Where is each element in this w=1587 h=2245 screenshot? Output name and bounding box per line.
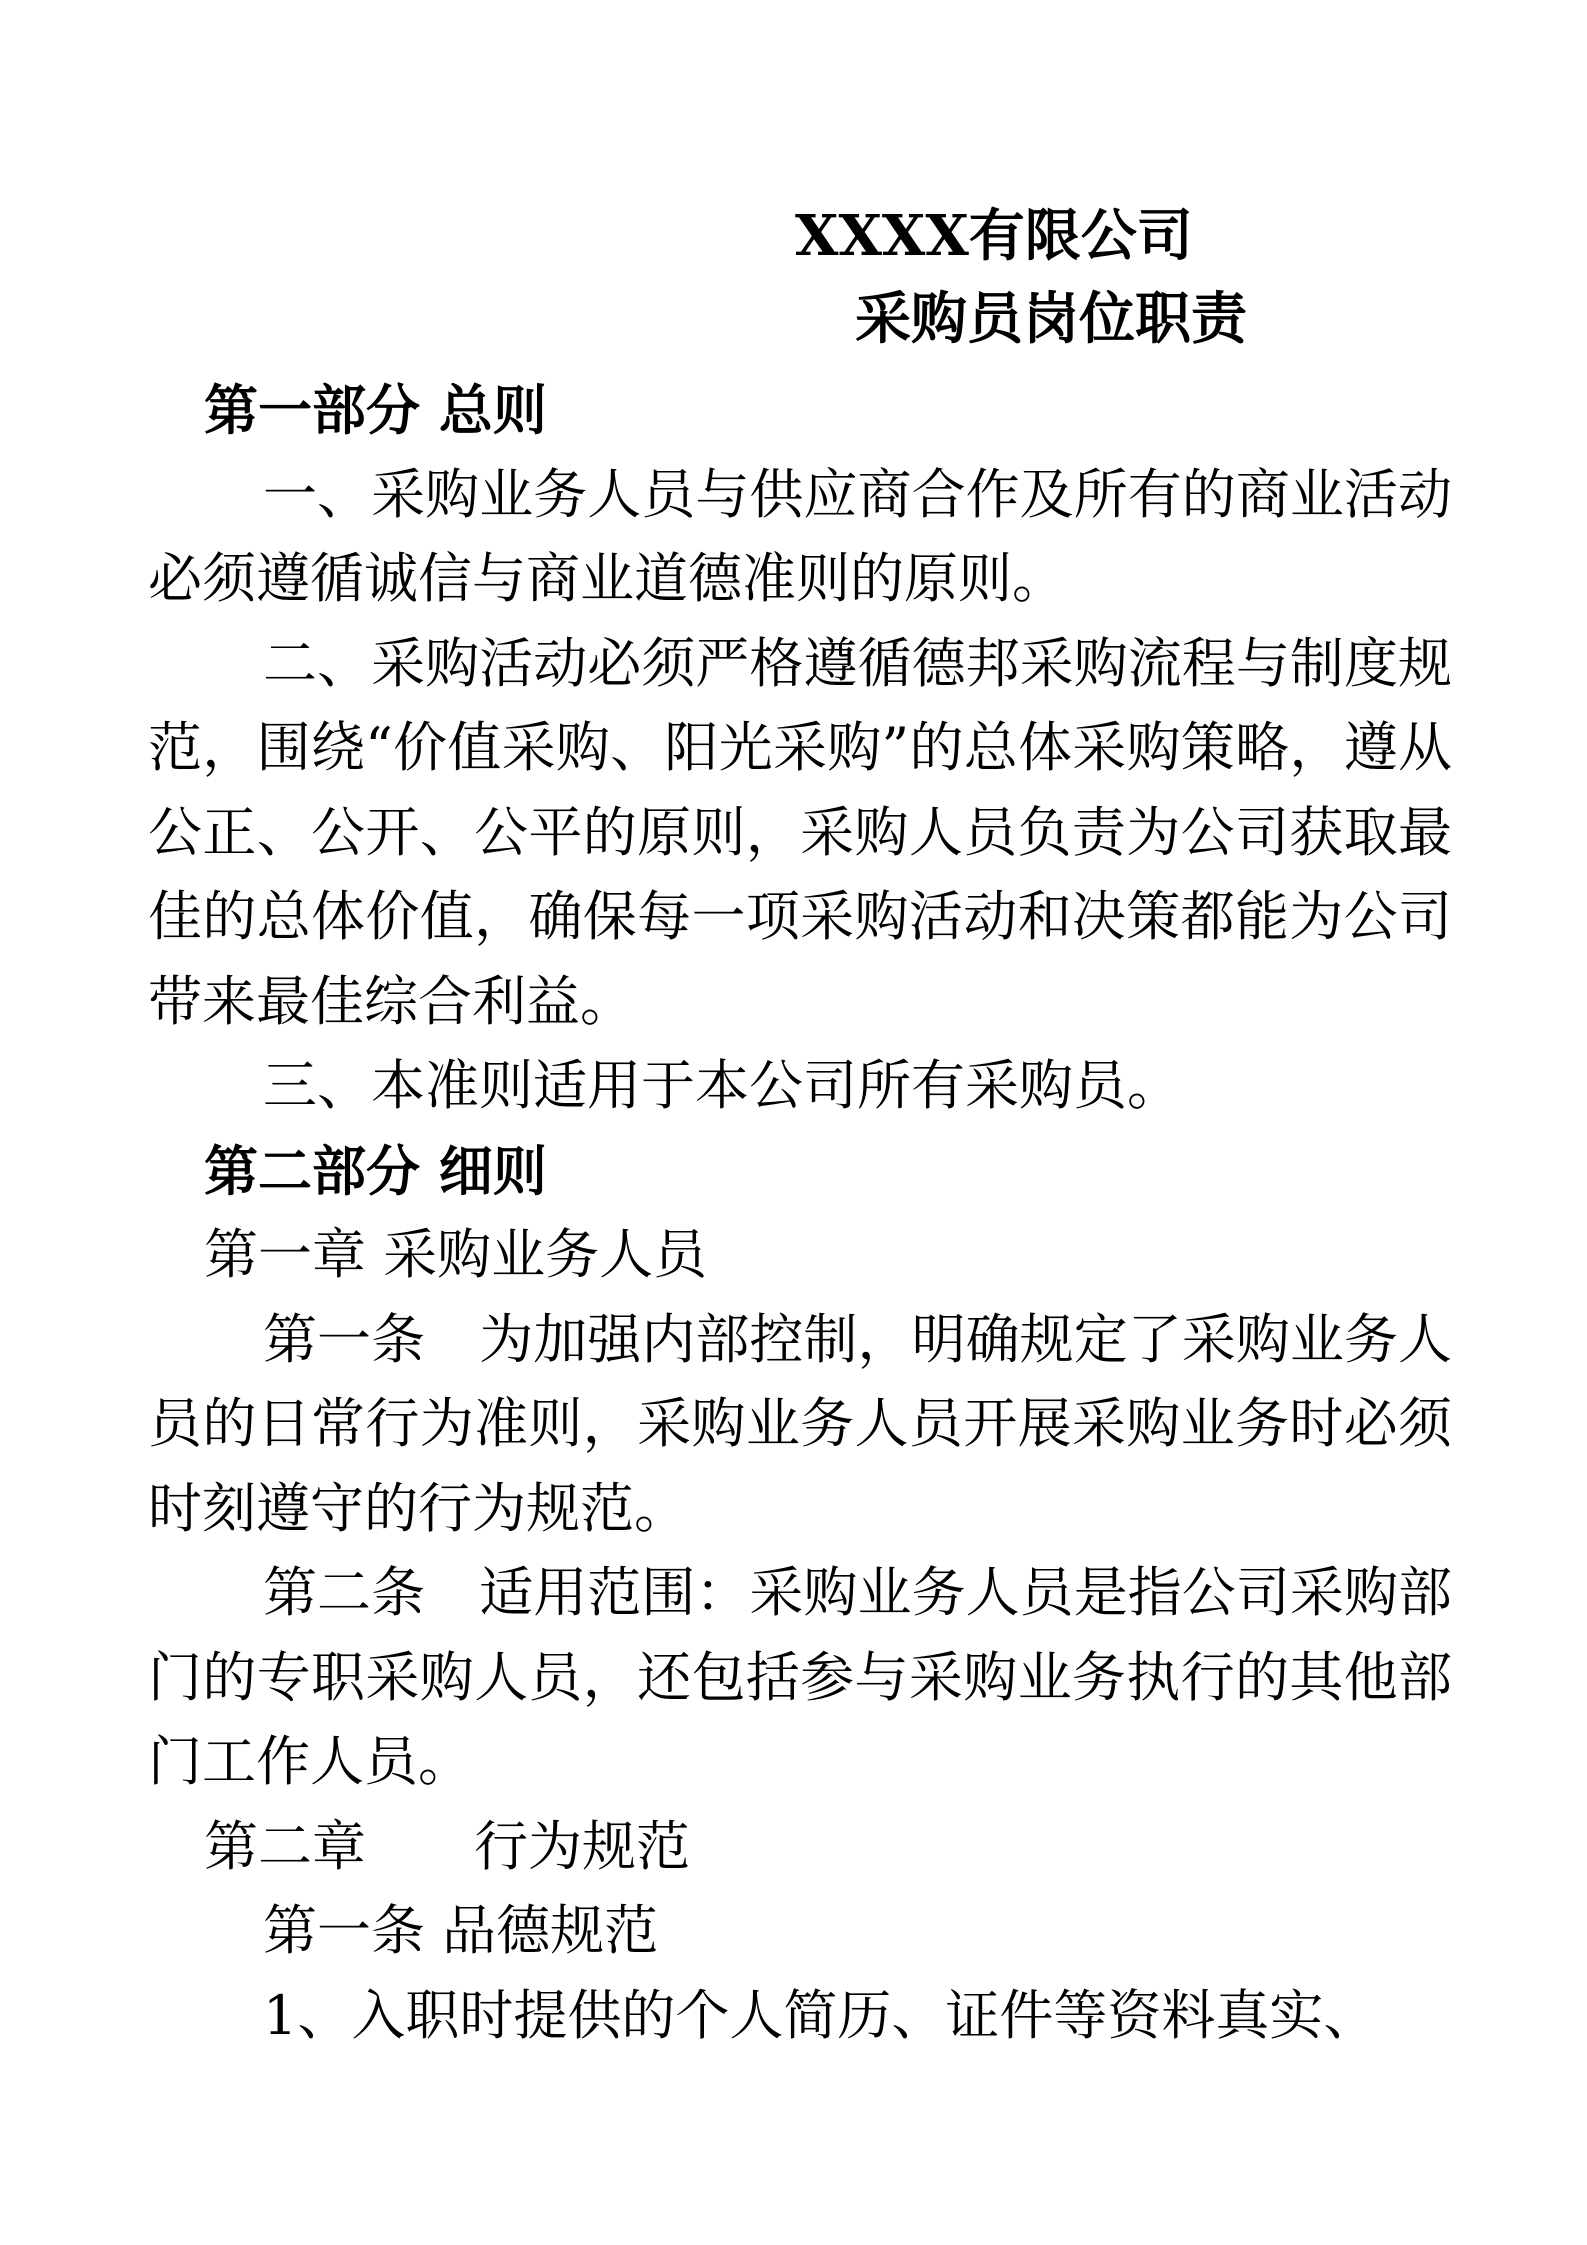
chapter2-article1-title: 第一条 品德规范: [263, 1899, 659, 1962]
part1-item-2: 二、采购活动必须严格遵循德邦采购流程与制度规范，围绕“价值采购、阳光采购”的总体采购策略，遵从公正、公开、公平的原则，采购人员负责为公司获取最佳的总体价值，确保每一项采购活动和决策都能为公司带来最佳综合利益。: [148, 631, 1452, 1033]
document-title: 采购员岗位职责: [855, 286, 1247, 352]
chapter1-article-2: 第二条 适用范围：采购业务人员是指公司采购部门的专职采购人员，还包括参与采购业务执行的其他部门工作人员。: [148, 1561, 1452, 1793]
part2-heading: 第二部分 细则: [204, 1138, 547, 1203]
chapter1-article-1: 第一条 为加强内部控制，明确规定了采购业务人员的日常行为准则，采购业务人员开展采购业务时必须时刻遵守的行为规范。: [148, 1307, 1452, 1540]
part1-heading: 第一部分 总则: [204, 378, 547, 442]
part1-item-3: 三、本准则适用于本公司所有采购员。: [263, 1054, 1181, 1117]
document-body: [148, 368, 1452, 2058]
company-name: XXXX有限公司: [795, 203, 1193, 269]
chapter1-title: 第一章 采购业务人员: [204, 1223, 708, 1286]
part1-item-1: 一、采购业务人员与供应商合作及所有的商业活动必须遵循诚信与商业道德准则的原则。: [148, 462, 1452, 610]
chapter2-item-1: 1、入职时提供的个人简历、证件等资料真实、: [263, 1983, 1378, 2047]
chapter2-title: 第二章 行为规范: [204, 1814, 690, 1878]
